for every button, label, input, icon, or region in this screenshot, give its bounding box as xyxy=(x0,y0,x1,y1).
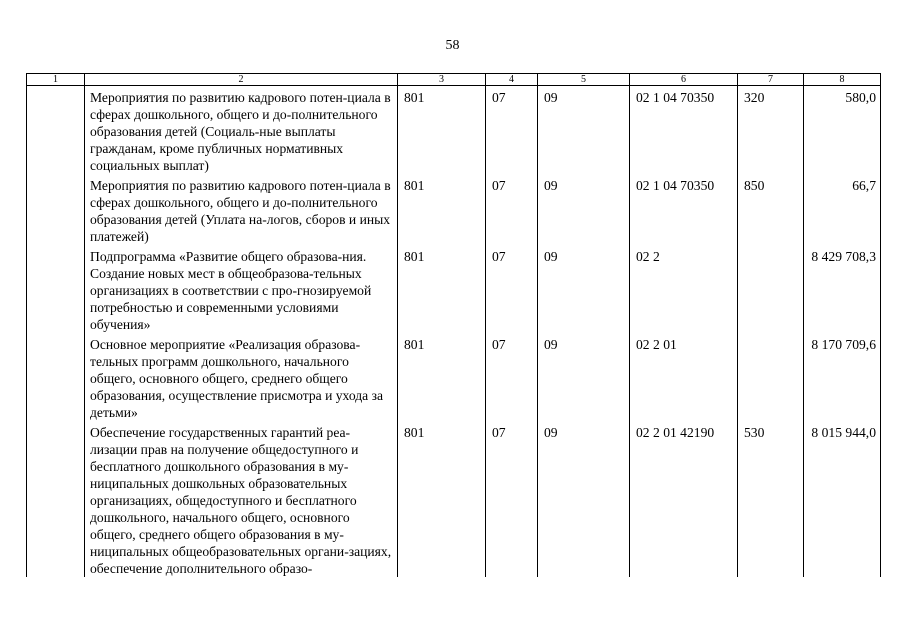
target-article-cell: 02 2 01 42190 xyxy=(630,421,738,577)
column-header: 8 xyxy=(804,74,881,86)
target-article-cell: 02 1 04 70350 xyxy=(630,174,738,245)
subsection-code-cell: 09 xyxy=(538,333,630,421)
expense-name-cell: Мероприятия по развитию кадрового потен-циала в сферах дошкольного, общего и до-полнительного образования детей (Уплата на-логов, сборов и иных платежей) xyxy=(85,174,398,245)
table-row xyxy=(27,421,881,577)
budget-table xyxy=(26,73,881,577)
table-row xyxy=(27,86,881,175)
section-code-cell: 07 xyxy=(486,421,538,577)
column-header: 5 xyxy=(538,74,630,86)
row-number-cell xyxy=(27,245,85,333)
expense-type-cell: 850 xyxy=(738,174,804,245)
table-body xyxy=(27,86,881,578)
expense-name-cell: Обеспечение государственных гарантий реа-лизации прав на получение общедоступного и бесплатного дошкольного образования в му-ниципальных дошкольных образовательных организациях, общедоступного и бесплатного дошкольного, начального общего, основного общего, среднего общего образования в му-ниципальных общеобразовательных органи-зациях, обеспечение дополнительного образо- xyxy=(85,421,398,577)
section-code-cell: 07 xyxy=(486,245,538,333)
ministry-code-cell: 801 xyxy=(398,86,486,175)
expense-type-cell: 530 xyxy=(738,421,804,577)
section-code-cell: 07 xyxy=(486,333,538,421)
table-header xyxy=(27,74,881,86)
ministry-code-cell: 801 xyxy=(398,333,486,421)
target-article-cell: 02 2 01 xyxy=(630,333,738,421)
column-header: 6 xyxy=(630,74,738,86)
table-row xyxy=(27,333,881,421)
page-number: 58 xyxy=(445,38,460,53)
ministry-code-cell: 801 xyxy=(398,174,486,245)
column-header: 4 xyxy=(486,74,538,86)
column-header: 3 xyxy=(398,74,486,86)
row-number-cell xyxy=(27,421,85,577)
section-code-cell: 07 xyxy=(486,86,538,175)
column-header: 7 xyxy=(738,74,804,86)
expense-type-cell xyxy=(738,333,804,421)
column-header: 2 xyxy=(85,74,398,86)
amount-cell: 8 170 709,6 xyxy=(804,333,881,421)
expense-name-cell: Подпрограмма «Развитие общего образова-ния. Создание новых мест в общеобразова-тельных организациях в соответствии с про-гнозируемой потребностью и современными условиями обучения» xyxy=(85,245,398,333)
amount-cell: 8 429 708,3 xyxy=(804,245,881,333)
row-number-cell xyxy=(27,174,85,245)
row-number-cell xyxy=(27,333,85,421)
ministry-code-cell: 801 xyxy=(398,421,486,577)
amount-cell: 66,7 xyxy=(804,174,881,245)
row-number-cell xyxy=(27,86,85,175)
subsection-code-cell: 09 xyxy=(538,421,630,577)
expense-name-cell: Основное мероприятие «Реализация образова-тельных программ дошкольного, начального общего, основного общего, среднего общего образования, осуществление присмотра и ухода за детьми» xyxy=(85,333,398,421)
section-code-cell: 07 xyxy=(486,174,538,245)
column-header: 1 xyxy=(27,74,85,86)
subsection-code-cell: 09 xyxy=(538,174,630,245)
header-row xyxy=(27,74,881,86)
table-row xyxy=(27,174,881,245)
ministry-code-cell: 801 xyxy=(398,245,486,333)
subsection-code-cell: 09 xyxy=(538,86,630,175)
subsection-code-cell: 09 xyxy=(538,245,630,333)
table-row xyxy=(27,245,881,333)
amount-cell: 580,0 xyxy=(804,86,881,175)
target-article-cell: 02 2 xyxy=(630,245,738,333)
target-article-cell: 02 1 04 70350 xyxy=(630,86,738,175)
amount-cell: 8 015 944,0 xyxy=(804,421,881,577)
expense-name-cell: Мероприятия по развитию кадрового потен-циала в сферах дошкольного, общего и до-полнительного образования детей (Социаль-ные выплаты гражданам, кроме публичных нормативных социальных выплат) xyxy=(85,86,398,175)
expense-type-cell: 320 xyxy=(738,86,804,175)
expense-type-cell xyxy=(738,245,804,333)
